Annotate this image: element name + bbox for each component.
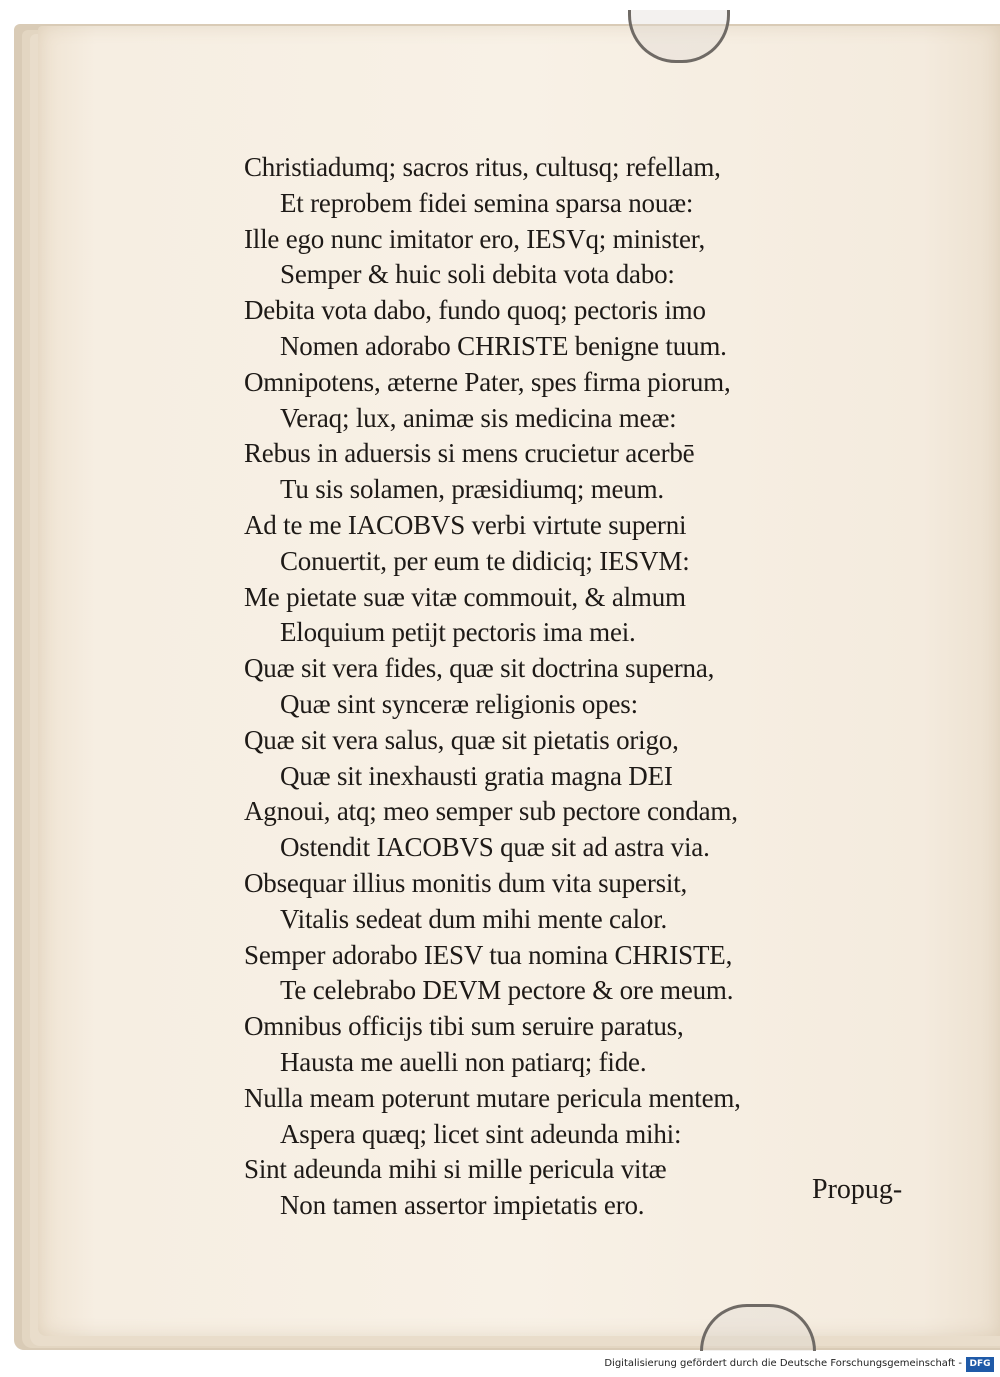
verse-line: Me pietate suæ vitæ commouit, & almum bbox=[244, 581, 686, 612]
verse-line: Vitalis sedeat dum mihi mente calor. bbox=[280, 903, 668, 934]
verse-line: Semper & huic soli debita vota dabo: bbox=[280, 259, 675, 290]
verse-line: Veraq; lux, animæ sis medicina meæ: bbox=[280, 402, 677, 433]
poem-text bbox=[244, 150, 904, 1224]
verse-line: Omnipotens, æterne Pater, spes firma piorum, bbox=[244, 366, 731, 397]
verse-line: Obsequar illius monitis dum vita supersit, bbox=[244, 867, 688, 898]
verse-line: Quæ sint synceræ religionis opes: bbox=[280, 688, 638, 719]
verse-line: Aspera quæq; licet sint adeunda mihi: bbox=[280, 1118, 682, 1149]
verse-line: Rebus in aduersis si mens crucietur acerbē bbox=[244, 438, 695, 469]
verse-line: Ad te me IACOBVS verbi virtute superni bbox=[244, 509, 687, 540]
verse-line: Agnoui, atq; meo semper sub pectore condam, bbox=[244, 796, 738, 827]
dfg-logo: DFG bbox=[966, 1357, 994, 1372]
verse-line: Non tamen assertor impietatis ero. bbox=[280, 1190, 645, 1221]
verse-line: Quæ sit inexhausti gratia magna DEI bbox=[280, 760, 673, 791]
verse-line: Conuertit, per eum te didiciq; IESVM: bbox=[280, 545, 690, 576]
verse-line: Semper adorabo IESV tua nomina CHRISTE, bbox=[244, 939, 733, 970]
book-page bbox=[38, 26, 1000, 1336]
verse-line: Nomen adorabo CHRISTE benigne tuum. bbox=[280, 330, 727, 361]
verse-line: Christiadumq; sacros ritus, cultusq; refellam, bbox=[244, 152, 721, 182]
verse-line: Omnibus officijs tibi sum seruire paratus, bbox=[244, 1011, 684, 1042]
funding-credit: Digitalisierung gefördert durch die Deutsche Forschungsgemeinschaft - bbox=[604, 1358, 962, 1369]
verse-line: Quæ sit vera fides, quæ sit doctrina superna, bbox=[244, 653, 715, 684]
verse-line: Et reprobem fidei semina sparsa nouæ: bbox=[280, 187, 694, 218]
verse-line: Tu sis solamen, præsidiumq; meum. bbox=[280, 474, 664, 505]
verse-line: Sint adeunda mihi si mille pericula vitæ bbox=[244, 1154, 667, 1185]
verse-line: Eloquium petijt pectoris ima mei. bbox=[280, 617, 636, 648]
verse-line: Hausta me auelli non patiarq; fide. bbox=[280, 1046, 647, 1077]
verse-line: Quæ sit vera salus, quæ sit pietatis origo, bbox=[244, 724, 679, 755]
verse-line: Nulla meam poterunt mutare pericula mentem, bbox=[244, 1082, 741, 1113]
verse-line: Debita vota dabo, fundo quoq; pectoris imo bbox=[244, 295, 706, 326]
verse-line: Ostendit IACOBVS quæ sit ad astra via. bbox=[280, 832, 710, 863]
verse-line: Te celebrabo DEVM pectore & ore meum. bbox=[280, 975, 734, 1006]
verse-line: Ille ego nunc imitator ero, IESVq; minister, bbox=[244, 223, 706, 254]
catchword: Propug- bbox=[812, 1174, 903, 1205]
digitization-footer bbox=[0, 1354, 1000, 1377]
